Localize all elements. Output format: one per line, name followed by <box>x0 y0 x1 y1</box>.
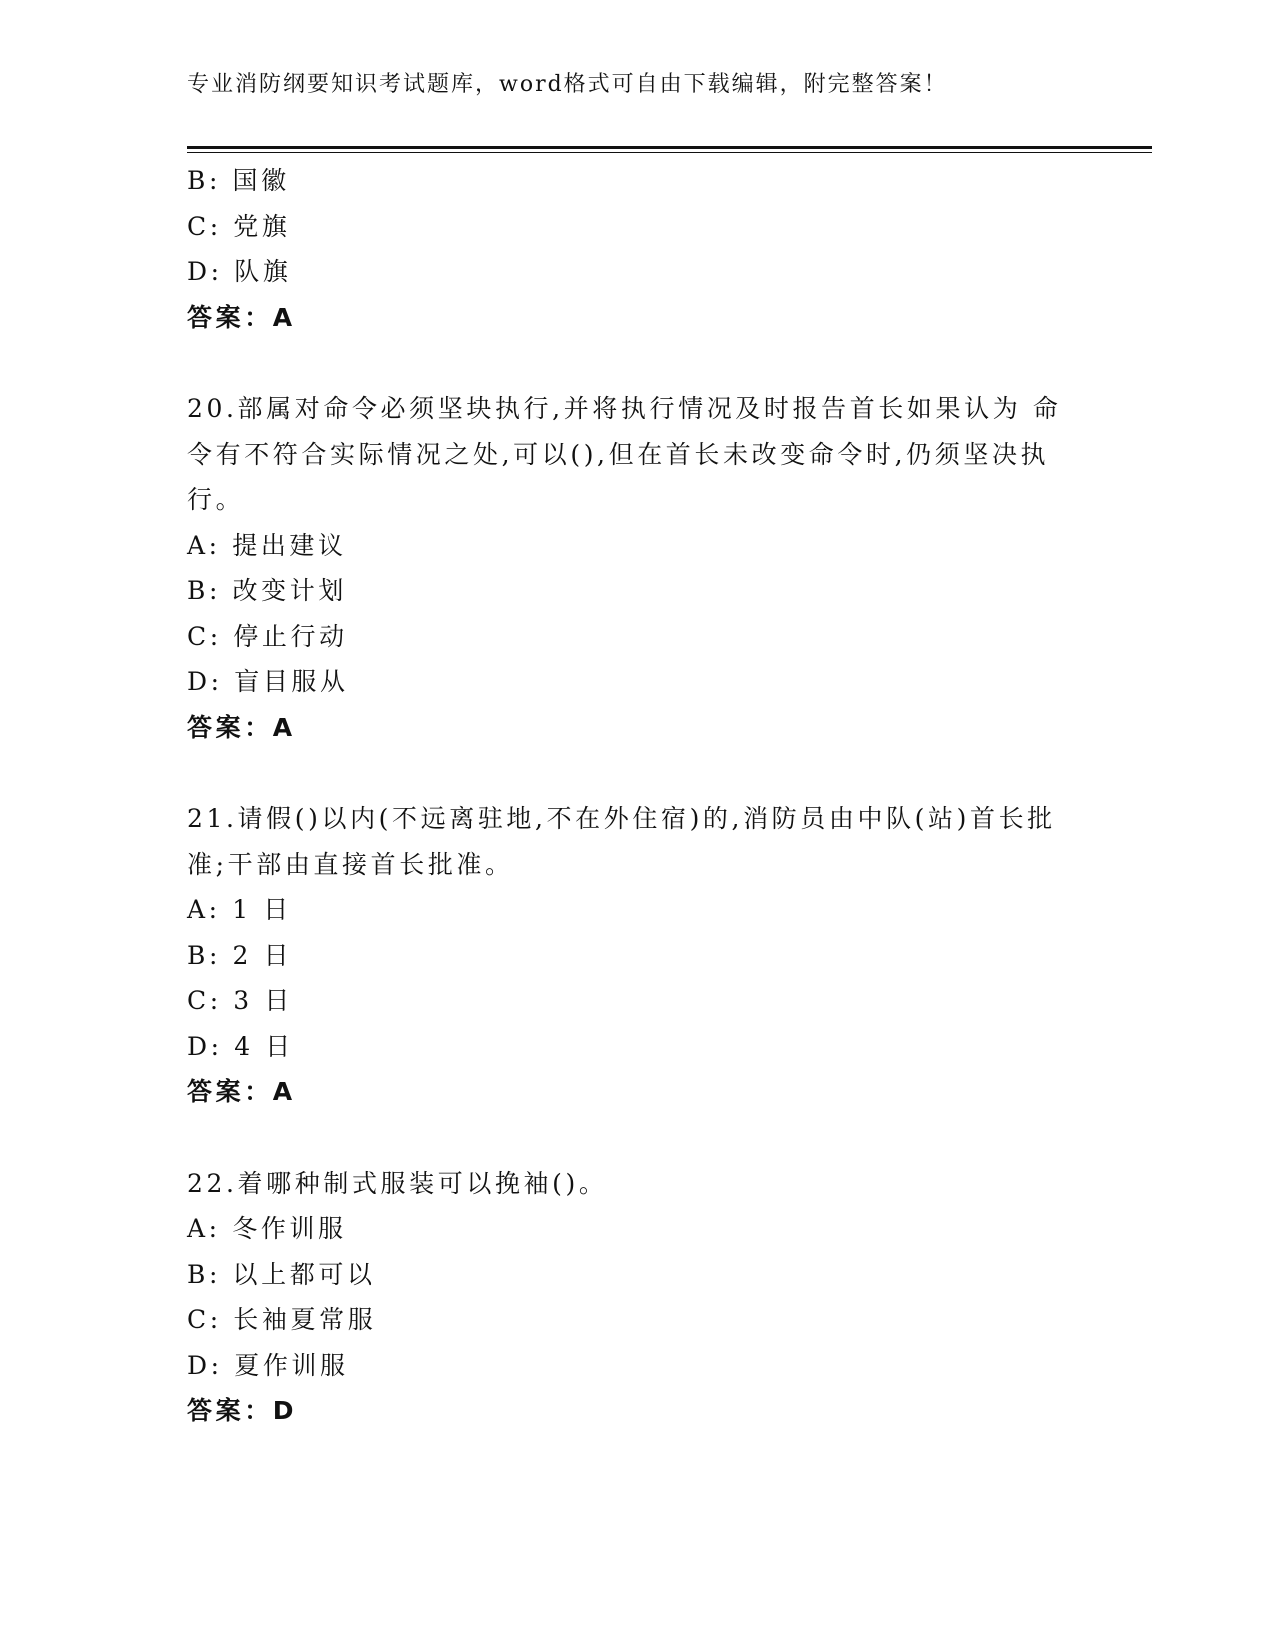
question-22 <box>187 1161 1087 1434</box>
question-stem-line: 21.请假()以内(不远离驻地,不在外住宿)的,消防员由中队(站)首长批 <box>187 804 1056 833</box>
option-b: B: 改变计划 <box>187 576 347 605</box>
option-a: A: 1 日 <box>187 895 292 924</box>
question-stem-line: 行。 <box>187 485 245 514</box>
answer: 答案：D <box>187 1396 298 1425</box>
question-stem-line: 22.着哪种制式服装可以挽袖()。 <box>187 1168 608 1198</box>
option-a: A: 提出建议 <box>187 530 347 560</box>
answer: 答案：A <box>187 712 296 742</box>
question-20 <box>187 386 1087 750</box>
option-b: B: 国徽 <box>187 166 290 195</box>
header-rule-thin <box>187 152 1152 153</box>
page-header: 专业消防纲要知识考试题库，word格式可自由下载编辑，附完整答案！ <box>187 72 948 97</box>
header-rule-thick <box>187 146 1152 149</box>
question-21 <box>187 796 1087 1115</box>
answer: 答案：A <box>187 1077 296 1106</box>
spacer <box>187 340 1087 386</box>
option-c: C: 停止行动 <box>187 621 348 651</box>
option-a: A: 冬作训服 <box>187 1214 347 1243</box>
option-c: C: 长袖夏常服 <box>187 1305 377 1334</box>
option-d: D: 夏作训服 <box>187 1350 349 1380</box>
question-stem-line: 20.部属对命令必须坚块执行,并将执行情况及时报告首长如果认为 命 <box>187 394 1062 423</box>
answer: 答案：A <box>187 302 296 332</box>
spacer <box>187 750 1087 796</box>
question-stem-line: 准;干部由直接首长批准。 <box>187 849 514 879</box>
option-c: C: 3 日 <box>187 986 293 1015</box>
option-d: D: 盲目服从 <box>187 667 349 696</box>
option-c: C: 党旗 <box>187 211 291 241</box>
question-19-fragment <box>187 158 1087 340</box>
exam-content <box>187 158 1087 1434</box>
spacer <box>187 1115 1087 1161</box>
option-b: B: 以上都可以 <box>187 1259 376 1289</box>
option-d: D: 队旗 <box>187 257 292 286</box>
option-b: B: 2 日 <box>187 940 293 970</box>
option-d: D: 4 日 <box>187 1031 294 1061</box>
question-stem-line: 令有不符合实际情况之处,可以(),但在首长未改变命令时,仍须坚决执 <box>187 439 1050 469</box>
